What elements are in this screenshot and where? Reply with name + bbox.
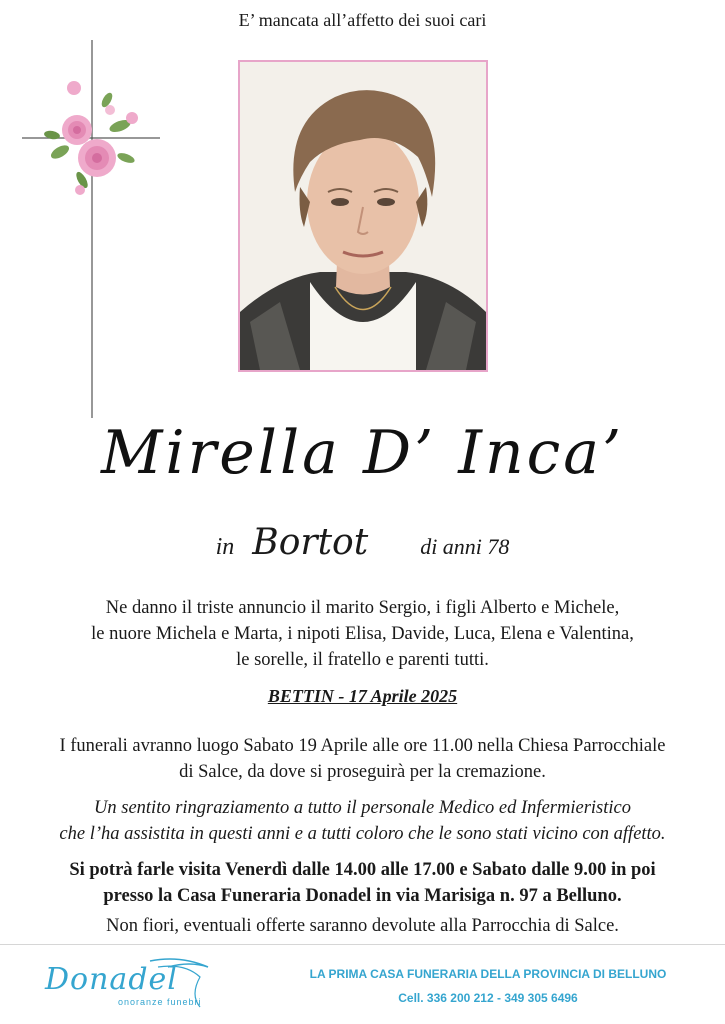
funeral-info xyxy=(0,733,725,785)
age-text: di anni 78 xyxy=(420,534,510,559)
visit-info xyxy=(0,857,725,909)
thanks-text xyxy=(0,795,725,847)
visit-line: presso la Casa Funeraria Donadel in via Marisiga n. 97 a Belluno. xyxy=(103,886,622,906)
visit-line: Si potrà farle visita Venerdì dalle 14.00 alle 17.00 e Sabato dalle 9.00 in poi xyxy=(69,860,656,880)
deceased-name: Mirella D’ Inca’ xyxy=(100,418,625,488)
cross-with-roses-icon xyxy=(22,40,162,420)
funeral-line: I funerali avranno luogo Sabato 19 Aprile alle ore 11.00 nella Chiesa Parrocchiale xyxy=(59,736,666,756)
footer-divider xyxy=(0,944,725,945)
intro-text: E’ mancata all’affetto dei suoi cari xyxy=(238,10,487,30)
announcement-line: Ne danno il triste annuncio il marito Sergio, i figli Alberto e Michele, xyxy=(105,598,620,618)
portrait-photo xyxy=(238,60,488,372)
place-date: BETTIN - 17 Aprile 2025 xyxy=(267,686,458,706)
married-surname: Bortot xyxy=(252,522,369,563)
married-prefix: in xyxy=(215,534,235,560)
announcement-line: le sorelle, il fratello e parenti tutti. xyxy=(236,650,489,670)
logo-subtitle: onoranze funebri xyxy=(118,997,202,1007)
logo-name: Donadel xyxy=(45,962,178,997)
funeral-line: di Salce, da dove si proseguirà per la cremazione. xyxy=(179,762,546,782)
married-line xyxy=(0,522,725,563)
announcement-text xyxy=(0,595,725,673)
flowers-note: Non fiori, eventuali offerte saranno devolute alla Parrocchia di Salce. xyxy=(106,916,619,936)
footer-title: LA PRIMA CASA FUNERARIA DELLA PROVINCIA DI BELLUNO xyxy=(309,967,667,981)
thanks-line: che l’ha assistita in questi anni e a tutti coloro che le sono stati vicino con affetto. xyxy=(59,824,666,844)
announcement-line: le nuore Michela e Marta, i nipoti Elisa, Davide, Luca, Elena e Valentina, xyxy=(91,624,634,644)
footer-phone: Cell. 336 200 212 - 349 305 6496 xyxy=(398,991,578,1005)
thanks-line: Un sentito ringraziamento a tutto il personale Medico ed Infermieristico xyxy=(94,798,631,818)
